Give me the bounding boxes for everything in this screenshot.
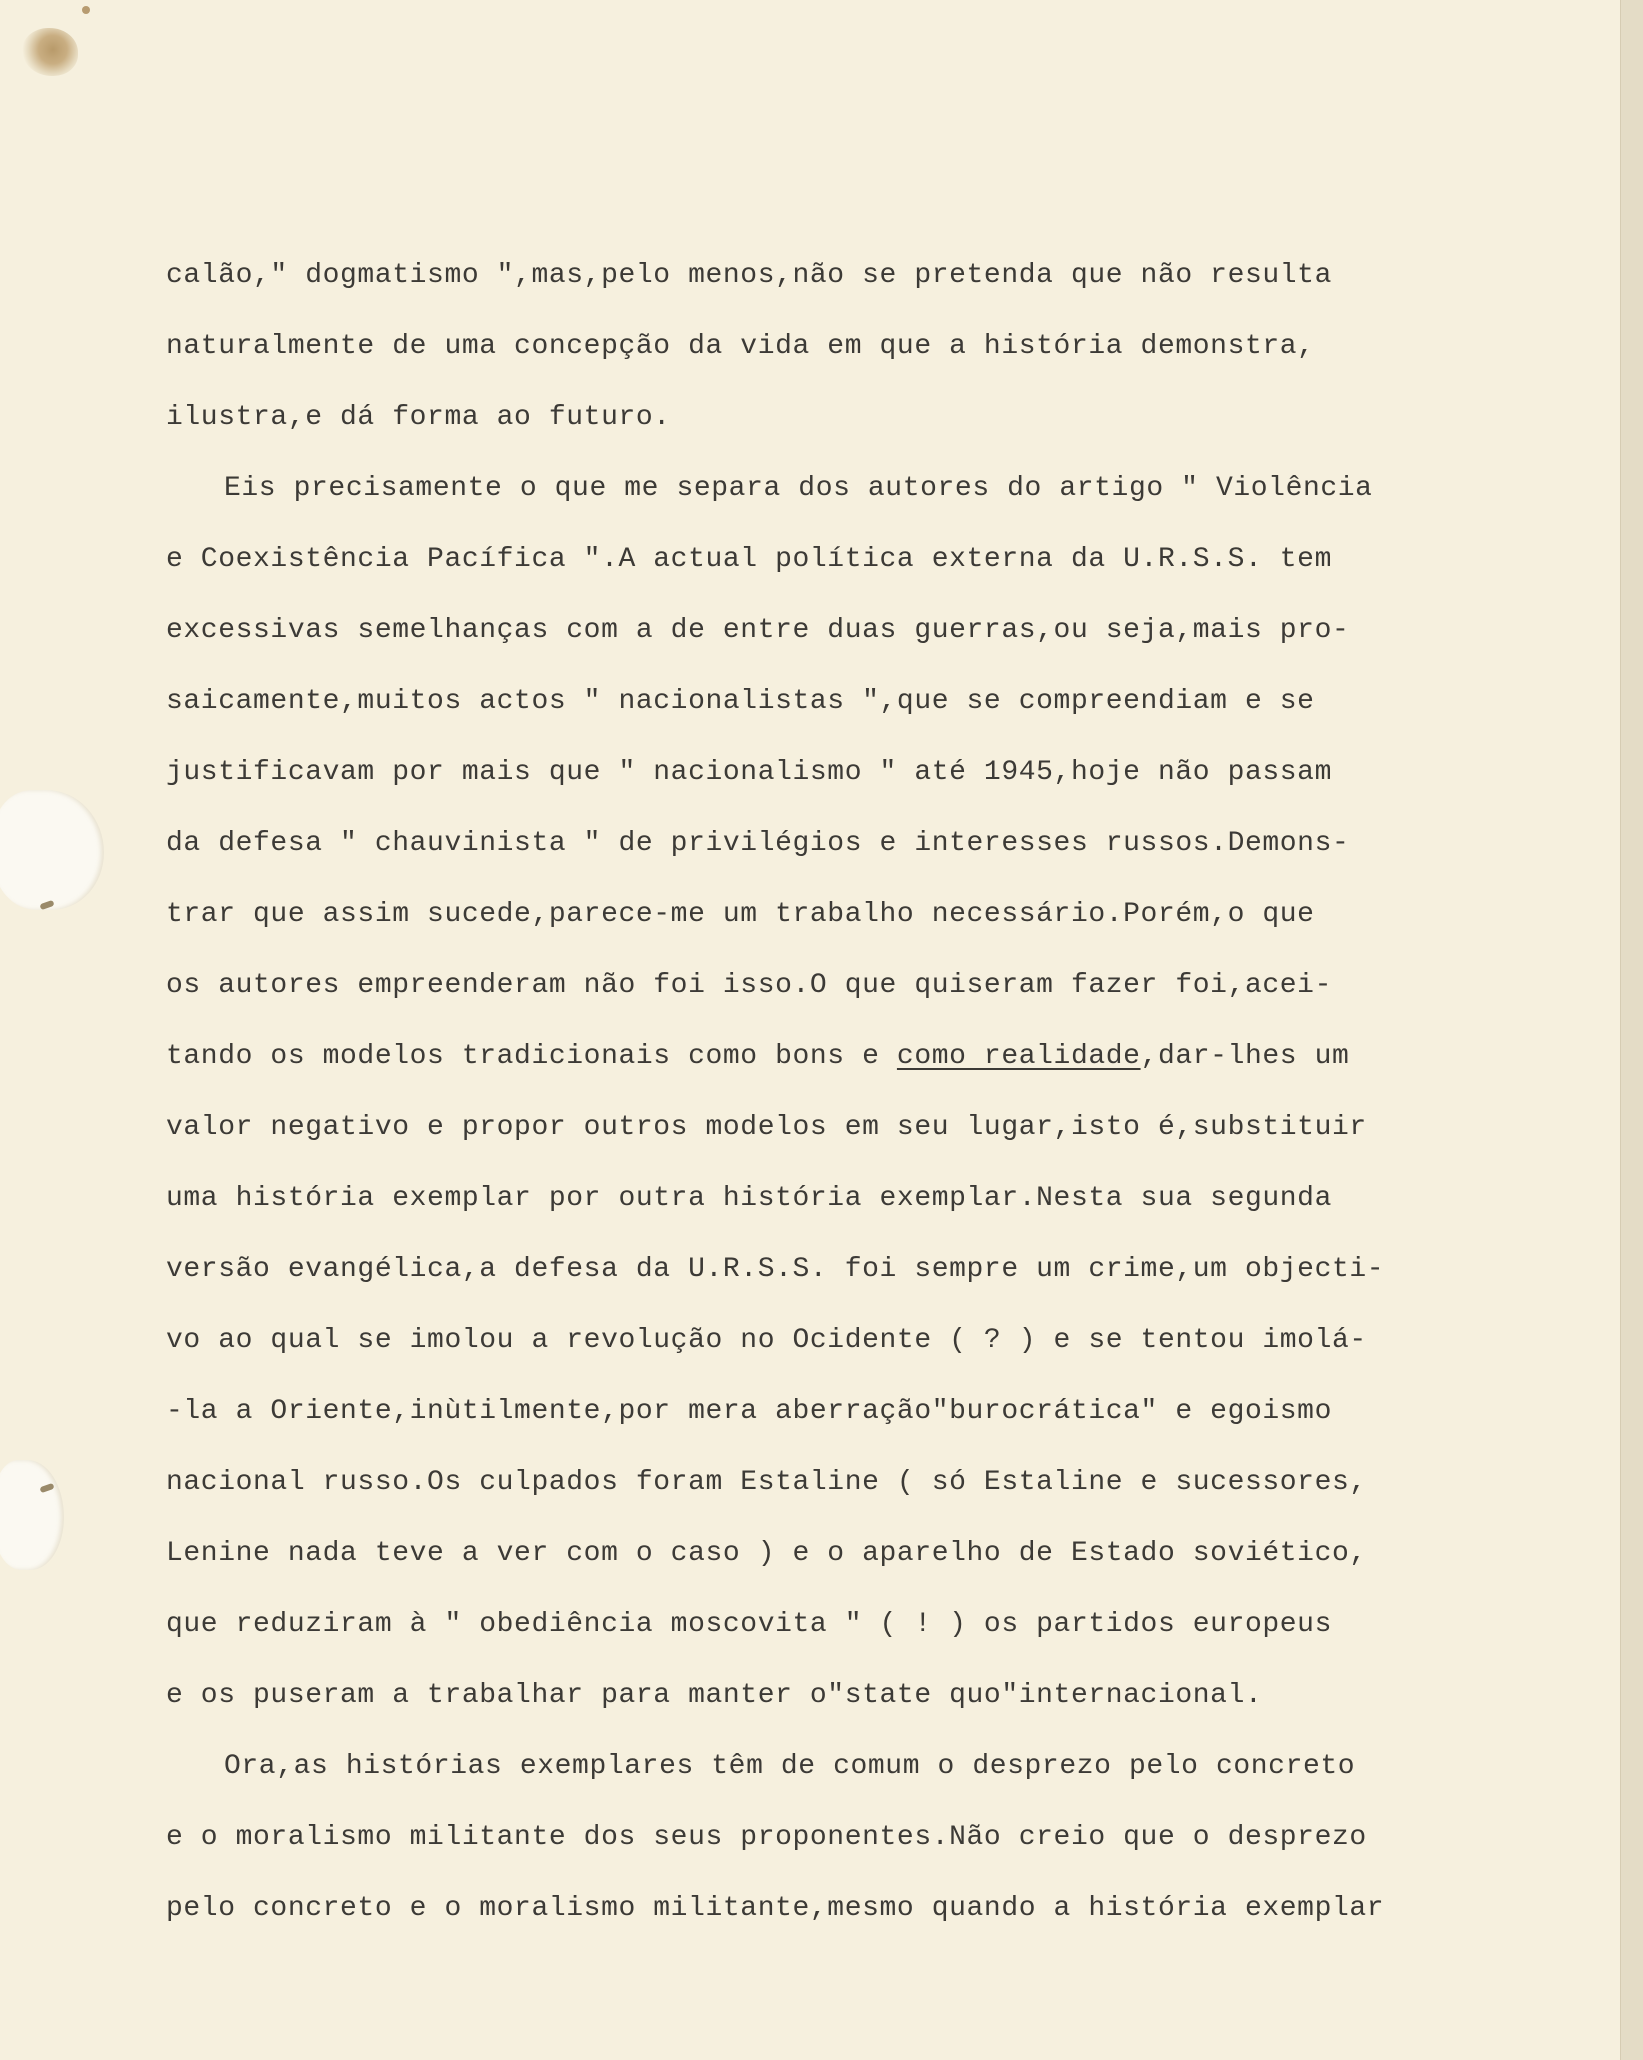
- text-line-with-underline: [166, 1021, 1566, 1092]
- text-line: calão," dogmatismo ",mas,pelo menos,não se pretenda que não resulta: [166, 260, 1332, 291]
- text-line: que reduziram à " obediência moscovita " ( ! ) os partidos europeus: [166, 1609, 1332, 1640]
- stain-dot: [82, 6, 90, 14]
- text-line: valor negativo e propor outros modelos em seu lugar,isto é,substituir: [166, 1112, 1367, 1143]
- body-text: [166, 240, 1566, 1944]
- text-line: os autores empreenderam não foi isso.O que quiseram fazer foi,acei-: [166, 970, 1332, 1001]
- text-line: Eis precisamente o que me separa dos autores do artigo " Violência: [224, 473, 1373, 504]
- text-line: e os puseram a trabalhar para manter o"state quo"internacional.: [166, 1680, 1263, 1711]
- text-line: naturalmente de uma concepção da vida em que a história demonstra,: [166, 331, 1315, 362]
- text-line: uma história exemplar por outra história exemplar.Nesta sua segunda: [166, 1183, 1332, 1214]
- text-line: ilustra,e dá forma ao futuro.: [166, 402, 671, 433]
- text-segment: ,dar-lhes um: [1140, 1041, 1350, 1072]
- text-line: justificavam por mais que " nacionalismo " até 1945,hoje não passam: [166, 757, 1332, 788]
- stain: [22, 28, 78, 76]
- paper-tear: [0, 790, 104, 910]
- text-line: pelo concreto e o moralismo militante,mesmo quando a história exemplar: [166, 1893, 1385, 1924]
- text-segment: tando os modelos tradicionais como bons e: [166, 1041, 897, 1072]
- text-line: versão evangélica,a defesa da U.R.S.S. foi sempre um crime,um objecti-: [166, 1254, 1385, 1285]
- text-line: saicamente,muitos actos " nacionalistas ",que se compreendiam e se: [166, 686, 1315, 717]
- text-line: excessivas semelhanças com a de entre duas guerras,ou seja,mais pro-: [166, 615, 1350, 646]
- text-line: e Coexistência Pacífica ".A actual política externa da U.R.S.S. tem: [166, 544, 1332, 575]
- text-line: nacional russo.Os culpados foram Estaline ( só Estaline e sucessores,: [166, 1467, 1367, 1498]
- underlined-phrase: como realidade: [896, 1041, 1141, 1072]
- text-line: vo ao qual se imolou a revolução no Ocidente ( ? ) e se tentou imolá-: [166, 1325, 1367, 1356]
- text-line: trar que assim sucede,parece-me um trabalho necessário.Porém,o que: [166, 899, 1315, 930]
- text-line: e o moralismo militante dos seus proponentes.Não creio que o desprezo: [166, 1822, 1367, 1853]
- paper-tear: [0, 1460, 64, 1570]
- text-line: Ora,as histórias exemplares têm de comum o desprezo pelo concreto: [224, 1751, 1356, 1782]
- text-line: -la a Oriente,inùtilmente,por mera aberração"burocrática" e egoismo: [166, 1396, 1332, 1427]
- page-edge: [1620, 0, 1643, 2060]
- text-line: Lenine nada teve a ver com o caso ) e o aparelho de Estado soviético,: [166, 1538, 1367, 1569]
- text-line: da defesa " chauvinista " de privilégios e interesses russos.Demons-: [166, 828, 1350, 859]
